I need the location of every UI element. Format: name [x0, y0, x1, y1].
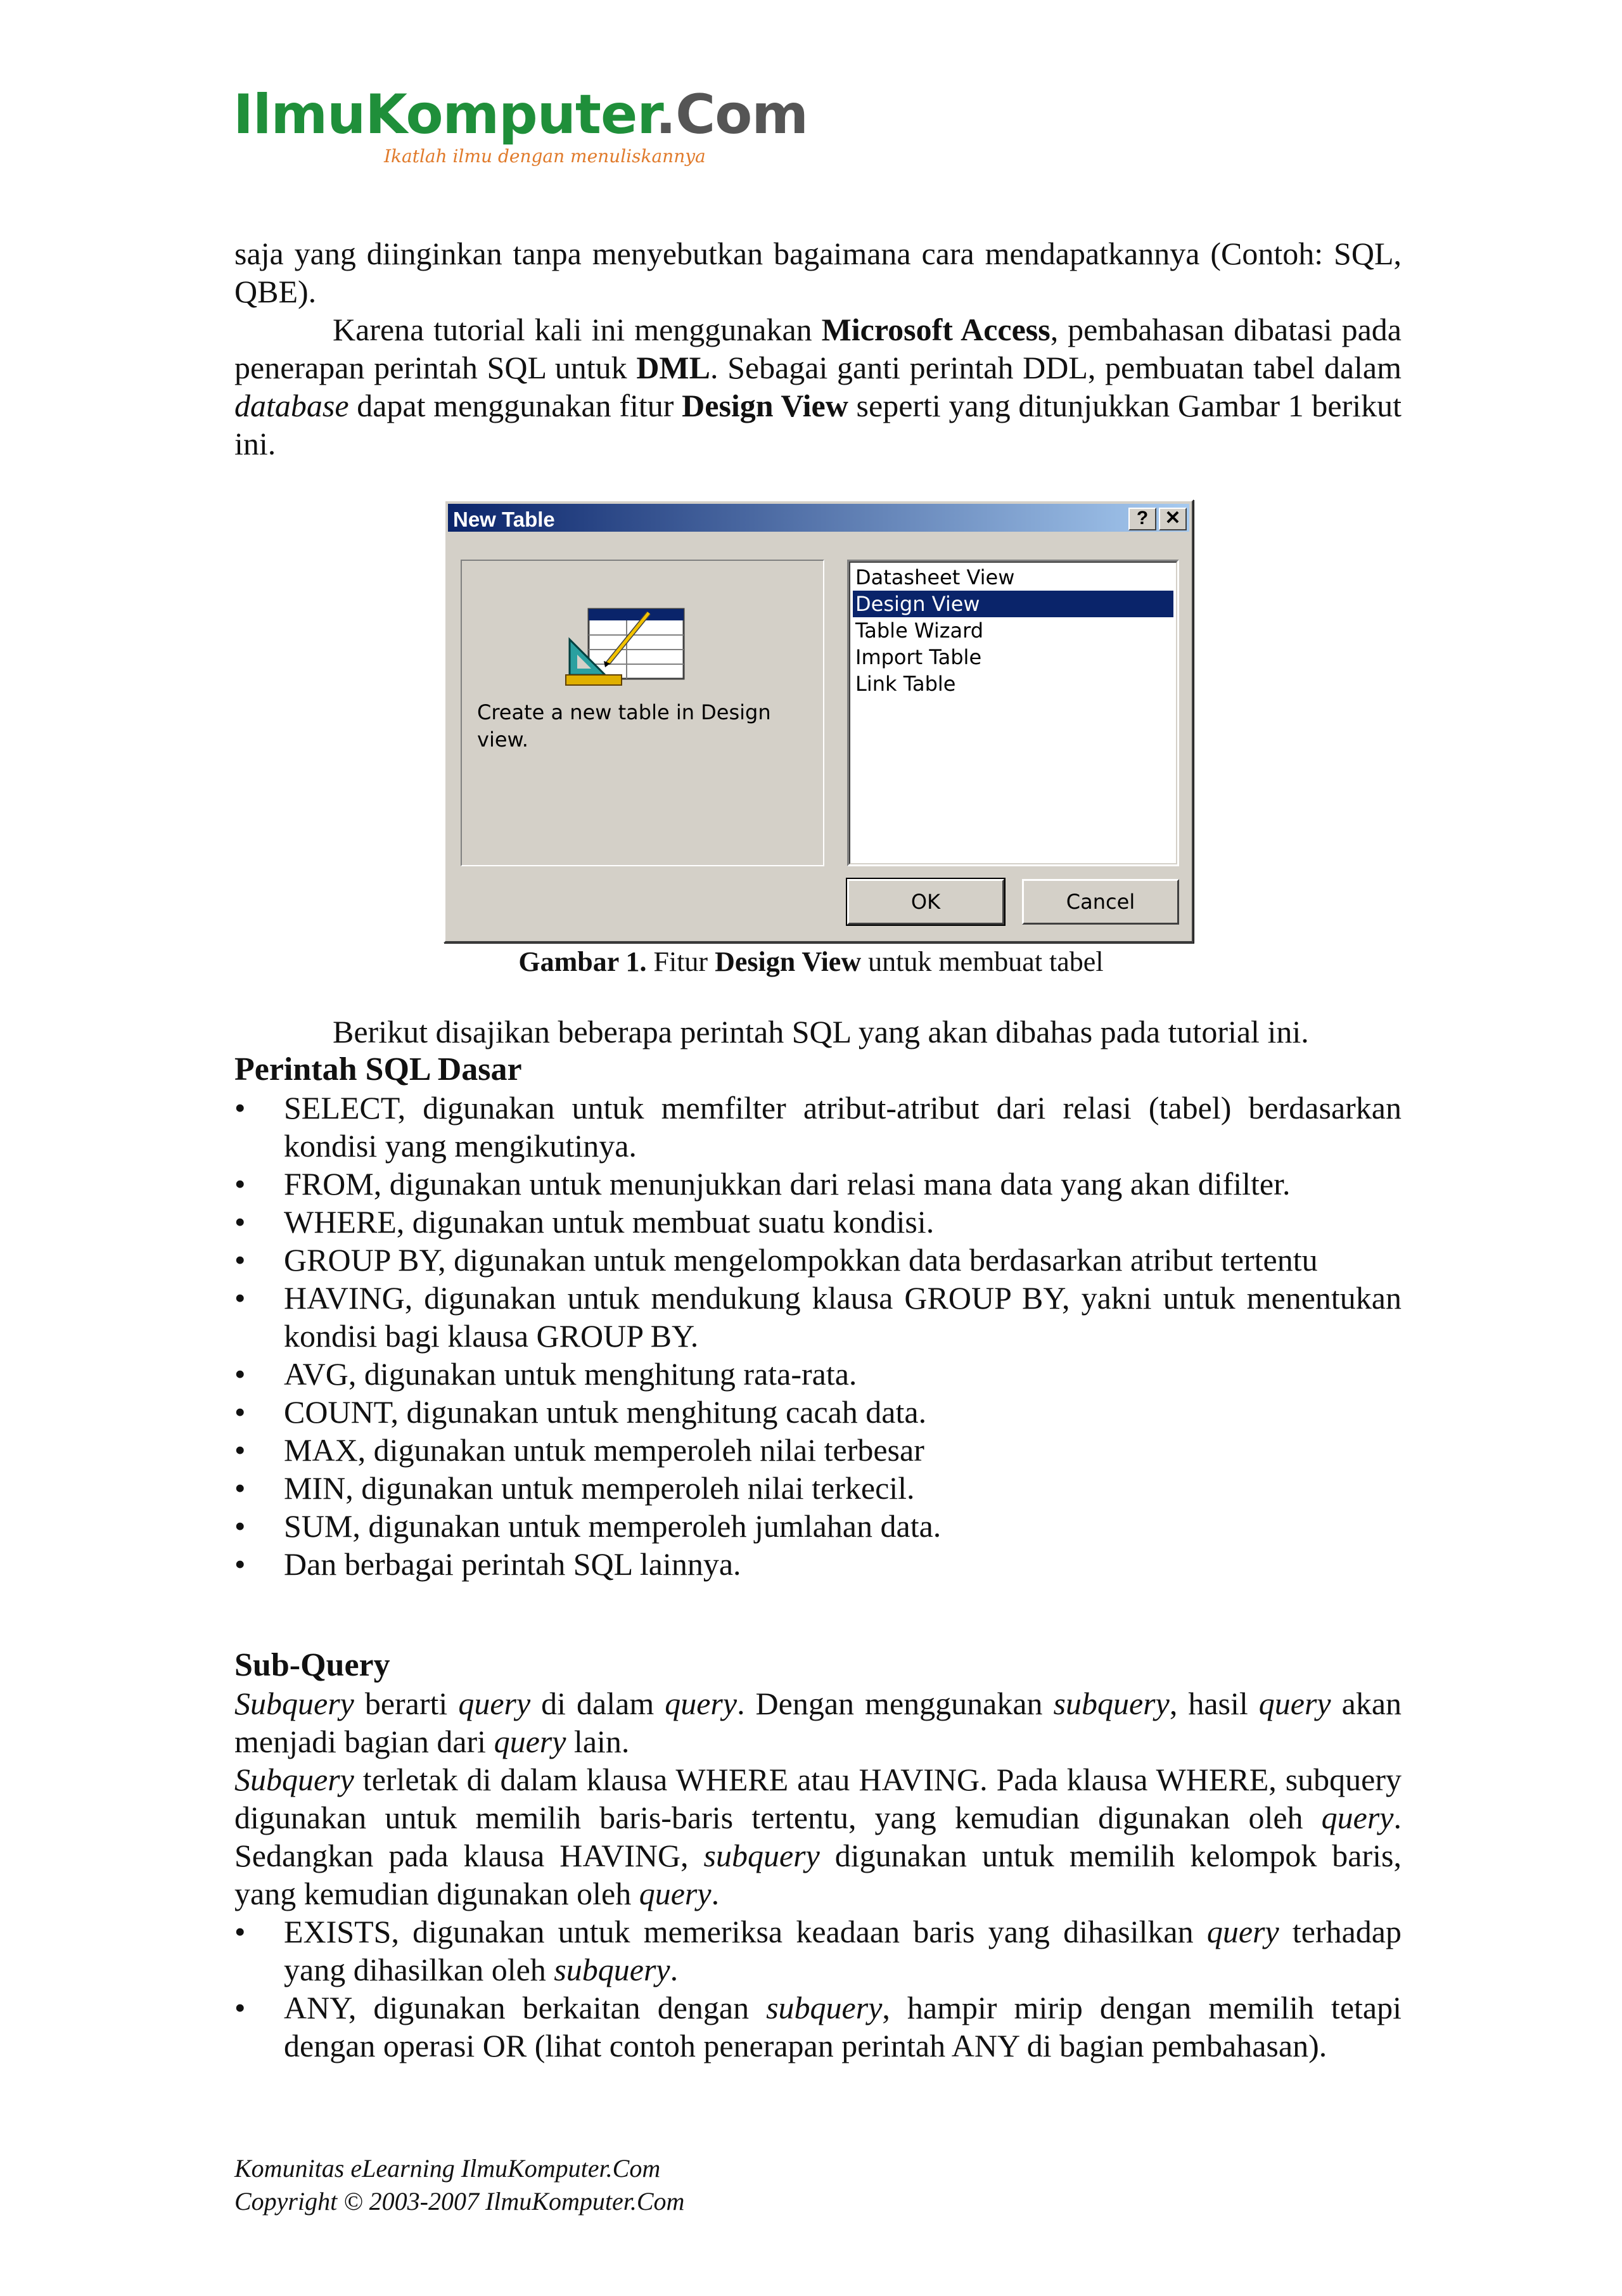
text: . Sedangkan pada klausa HAVING, — [234, 1800, 1402, 1873]
list-item — [234, 1165, 1402, 1203]
design-view-icon — [563, 600, 690, 695]
italic-term: query — [1206, 1914, 1279, 1949]
list-item — [234, 1279, 1402, 1355]
text: . — [670, 1952, 679, 1987]
list-item — [234, 1507, 1402, 1545]
view-listbox[interactable] — [847, 560, 1179, 866]
italic-term: query — [1258, 1686, 1331, 1721]
caption-label: Gambar 1. — [518, 946, 647, 977]
bullet-dot: • — [234, 1990, 246, 2025]
bullet-dot: • — [234, 1242, 246, 1278]
italic-term: query — [665, 1686, 738, 1721]
bullet-dot: • — [234, 1432, 246, 1468]
page-footer — [234, 2152, 684, 2218]
ok-button[interactable]: OK — [847, 879, 1004, 925]
text: berarti — [354, 1686, 459, 1721]
bullet-dot: • — [234, 1090, 246, 1126]
bullet-dot: • — [234, 1914, 246, 1949]
bullet-text: WHERE, digunakan untuk membuat suatu kondisi. — [284, 1204, 935, 1240]
caption-text: untuk membuat tabel — [861, 946, 1104, 977]
intro-section — [234, 234, 1402, 463]
list-item — [234, 1089, 1402, 1165]
footer-line-2: Copyright © 2003-2007 IlmuKomputer.Com — [234, 2187, 685, 2216]
bullet-text: FROM, digunakan untuk menunjukkan dari relasi mana data yang akan difilter. — [284, 1166, 1291, 1202]
p2-text: dapat menggunakan fitur — [348, 388, 682, 423]
text: terhadap yang dihasilkan oleh — [284, 1914, 1402, 1987]
italic-term: subquery — [703, 1838, 820, 1873]
listbox-items — [849, 561, 1177, 864]
italic-term: query — [458, 1686, 531, 1721]
p2-text: . Sebagai ganti perintah DDL, pembuatan tabel dalam — [710, 350, 1402, 385]
italic-term: query — [639, 1876, 712, 1911]
paragraph-2 — [234, 311, 1402, 463]
bullet-dot: • — [234, 1356, 246, 1392]
list-option[interactable]: Link Table — [855, 672, 956, 696]
caption-text: Fitur — [646, 946, 715, 977]
list-item — [234, 1393, 1402, 1431]
list-item — [234, 1989, 1402, 2065]
bullet-dot: • — [234, 1394, 246, 1430]
italic-term: query — [1321, 1800, 1394, 1835]
logo-brand-dot: .Com — [655, 83, 808, 146]
text: . — [711, 1876, 720, 1911]
bullet-text: GROUP BY, digunakan untuk mengelompokkan data berdasarkan atribut tertentu — [284, 1242, 1318, 1278]
list-item — [234, 1469, 1402, 1507]
bullet-dot: • — [234, 1166, 246, 1202]
italic-term: Subquery — [234, 1686, 354, 1721]
dialog-title: New Table — [453, 508, 555, 531]
p2-bold-design-view: Design View — [682, 388, 848, 423]
bullet-text: HAVING, digunakan untuk mendukung klausa GROUP BY, yakni untuk menentukan kondisi bagi klausa GROUP BY. — [284, 1280, 1402, 1354]
dialog-titlebar — [448, 504, 1189, 532]
subquery-paragraph-1 — [234, 1684, 1402, 1760]
section-heading-subquery: Sub-Query — [234, 1647, 390, 1683]
sql-bullet-list — [234, 1089, 1402, 1583]
description-panel — [461, 560, 824, 866]
list-option[interactable]: Table Wizard — [855, 619, 984, 643]
list-item — [234, 1913, 1402, 1989]
bullet-text: MIN, digunakan untuk memperoleh nilai terkecil. — [284, 1470, 915, 1506]
p2-bold-dml: DML — [636, 350, 710, 385]
subquery-bullet-list — [234, 1913, 1402, 2065]
text: lain. — [566, 1724, 630, 1759]
list-item — [234, 1241, 1402, 1279]
sql-section — [234, 1013, 1402, 1583]
text: ANY, digunakan berkaitan dengan — [284, 1990, 767, 2025]
site-logo — [233, 83, 808, 183]
p2-bold-access: Microsoft Access — [821, 312, 1050, 347]
close-button[interactable]: ✕ — [1159, 508, 1187, 530]
p2-text: , pembahasan dibatasi pada penerapan perintah SQL untuk — [234, 312, 1402, 385]
new-table-dialog — [444, 499, 1194, 943]
list-item — [234, 1355, 1402, 1393]
list-item — [234, 1545, 1402, 1583]
help-button[interactable]: ? — [1128, 508, 1156, 530]
text: digunakan untuk memilih kelompok baris, yang kemudian digunakan oleh — [234, 1838, 1402, 1911]
italic-term: subquery — [1053, 1686, 1170, 1721]
bullet-text: SUM, digunakan untuk memperoleh jumlahan data. — [284, 1508, 942, 1544]
subquery-section — [234, 1646, 1402, 2065]
text: , hampir mirip dengan memilih tetapi dengan operasi OR (lihat contoh penerapan perintah ANY di bagian pembahasan). — [284, 1990, 1402, 2063]
figure-caption — [0, 944, 1622, 980]
text: . Dengan menggunakan — [737, 1686, 1054, 1721]
cancel-button[interactable]: Cancel — [1022, 879, 1179, 925]
list-option[interactable]: Design View — [853, 591, 1173, 617]
bullet-dot: • — [234, 1280, 246, 1316]
list-item — [234, 1203, 1402, 1241]
text: EXISTS, digunakan untuk memeriksa keadaan baris yang dihasilkan — [284, 1914, 1207, 1949]
p2-text: seperti yang ditunjukkan Gambar 1 berikut ini. — [234, 388, 1402, 461]
text: di dalam — [530, 1686, 665, 1721]
bullet-text: COUNT, digunakan untuk menghitung cacah data. — [284, 1394, 927, 1430]
italic-term: subquery — [766, 1990, 883, 2025]
italic-term: query — [494, 1724, 566, 1759]
section-heading-sql: Perintah SQL Dasar — [234, 1051, 522, 1087]
p2-italic-database: database — [234, 388, 349, 423]
italic-term: subquery — [554, 1952, 670, 1987]
list-option[interactable]: Import Table — [855, 645, 982, 669]
bullet-dot: • — [234, 1508, 246, 1544]
logo-tagline: Ikatlah ilmu dengan menuliskannya — [384, 146, 706, 167]
caption-bold: Design View — [715, 946, 862, 977]
paragraph-1: saja yang diinginkan tanpa menyebutkan bagaimana cara mendapatkannya (Contoh: SQL, QBE). — [234, 236, 1402, 309]
logo-brand-main: IlmuKomputer — [233, 83, 656, 146]
logo-wordmark — [233, 83, 808, 146]
list-item — [234, 1431, 1402, 1469]
bullet-dot: • — [234, 1470, 246, 1506]
subquery-paragraph-2 — [234, 1760, 1402, 1913]
text: , hasil — [1169, 1686, 1259, 1721]
italic-term: Subquery — [234, 1762, 354, 1797]
bullet-text: Dan berbagai perintah SQL lainnya. — [284, 1546, 741, 1582]
intro-line: Berikut disajikan beberapa perintah SQL yang akan dibahas pada tutorial ini. — [333, 1014, 1309, 1049]
bullet-dot: • — [234, 1546, 246, 1582]
footer-line-1: Komunitas eLearning IlmuKomputer.Com — [234, 2154, 661, 2183]
dialog-description: Create a new table in Design view. — [477, 700, 771, 752]
text: akan menjadi bagian dari — [234, 1686, 1402, 1759]
bullet-text: SELECT, digunakan untuk memfilter atribut-atribut dari relasi (tabel) berdasarkan kondisi yang mengikutinya. — [284, 1090, 1402, 1164]
bullet-dot: • — [234, 1204, 246, 1240]
bullet-text: MAX, digunakan untuk memperoleh nilai terbesar — [284, 1432, 924, 1468]
p2-text: Karena tutorial kali ini menggunakan — [333, 312, 822, 347]
bullet-text: AVG, digunakan untuk menghitung rata-rata. — [284, 1356, 857, 1392]
text: terletak di dalam klausa WHERE atau HAVING. Pada klausa WHERE, subquery digunakan untuk memilih baris-baris tertentu, yang kemudian digunakan oleh — [234, 1762, 1402, 1835]
list-option[interactable]: Datasheet View — [855, 565, 1015, 589]
